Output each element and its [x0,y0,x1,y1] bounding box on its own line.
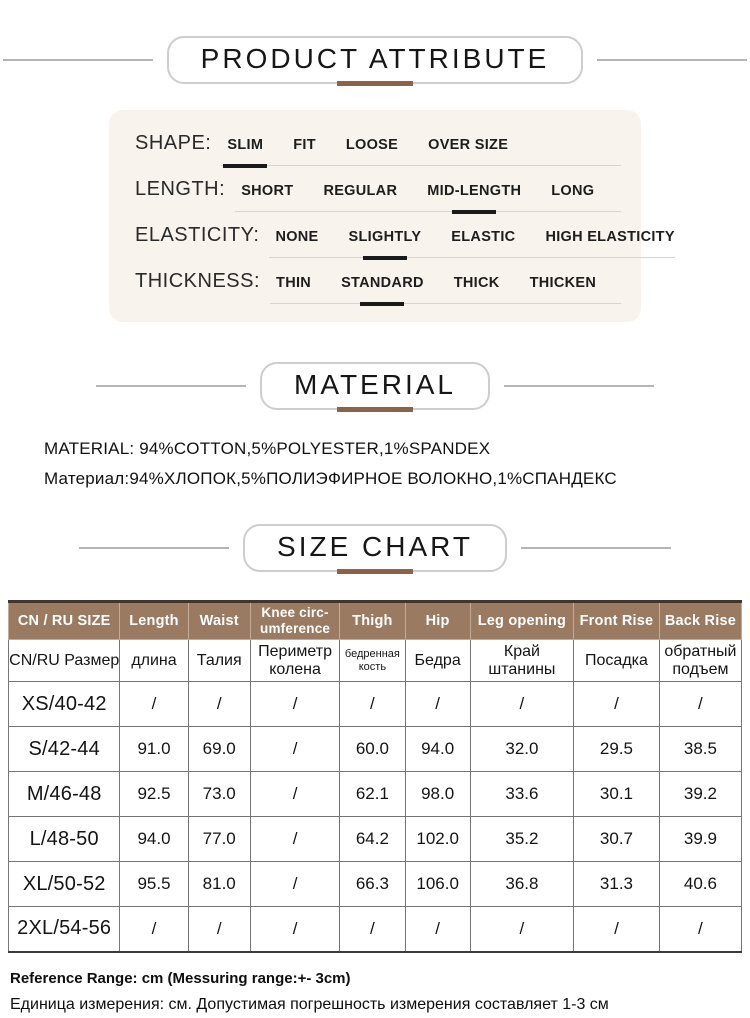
attribute-option: SHORT [241,183,294,199]
attribute-label: LENGTH: [135,178,226,200]
product-attribute-title-text: PRODUCT ATTRIBUTE [200,43,550,74]
material-text-block [0,434,750,494]
header-line: длина [131,651,177,669]
header-line: CN/RU Размер [9,651,120,669]
header-line: кость [358,660,387,673]
title-left-line [96,385,246,387]
header-line: Hip [425,612,450,629]
attribute-option: LONG [551,183,595,199]
header-line: Length [129,612,179,629]
attribute-option-selected: MID-LENGTH [427,183,522,199]
size-chart-header-row [9,640,742,682]
header-line: Периметр [258,642,332,660]
size-value-cell: / [405,907,470,952]
reference-notes [10,967,740,1018]
attribute-options [269,229,674,258]
size-value-cell: 102.0 [405,817,470,862]
size-value-cell: 91.0 [120,727,188,772]
size-value-cell: / [470,907,573,952]
size-value-cell: 33.6 [470,772,573,817]
attribute-option: NONE [275,229,319,245]
size-value-cell: 30.1 [574,772,660,817]
header-line: Leg opening [477,612,567,629]
title-right-line [597,59,747,61]
size-chart-header-cell [574,640,660,682]
size-chart-head [9,602,742,682]
attribute-option-selected: SLIGHTLY [348,229,422,245]
attribute-row [135,224,675,258]
title-left-line [3,59,153,61]
header-line: CN / RU SIZE [17,612,111,629]
size-value-cell: 95.5 [120,862,188,907]
size-chart-header-cell [120,640,188,682]
attribute-option-selected: STANDARD [341,275,424,291]
size-chart-title-text: SIZE CHART [277,531,473,562]
size-chart-row [9,862,742,907]
header-line: Бедра [414,651,461,669]
size-chart-header-cell [405,602,470,640]
size-value-cell: / [188,682,250,727]
size-label-cell: XS/40-42 [9,682,120,727]
size-value-cell: 66.3 [340,862,405,907]
title-underline-bar [337,407,413,412]
title-right-line [521,547,671,549]
header-line: Thigh [352,612,393,629]
size-chart-body [9,682,742,952]
attribute-rows [135,132,675,304]
attribute-option: THIN [276,275,312,291]
size-chart-header-cell [120,602,188,640]
size-chart-row [9,682,742,727]
size-value-cell: 98.0 [405,772,470,817]
size-value-cell: 31.3 [574,862,660,907]
size-label-cell: 2XL/54-56 [9,907,120,952]
size-chart-header-cell [188,602,250,640]
size-value-cell: 77.0 [188,817,250,862]
reference-note-en: Reference Range: cm (Messuring range:+- 3cm) [10,969,351,987]
size-value-cell: 73.0 [188,772,250,817]
material-line-ru: Материал:94%ХЛОПОК,5%ПОЛИЭФИРНОЕ ВОЛОКНО,1%СПАНДЕКС [44,469,617,488]
size-value-cell: / [659,907,741,952]
attribute-label: SHAPE: [135,132,212,154]
size-value-cell: 69.0 [188,727,250,772]
size-chart-row [9,907,742,952]
size-chart-row [9,817,742,862]
size-value-cell: / [250,862,339,907]
material-line-en: MATERIAL: 94%COTTON,5%POLYESTER,1%SPANDEX [44,439,491,458]
size-chart-row [9,772,742,817]
size-chart-header-cell [188,640,250,682]
title-left-line [79,547,229,549]
size-value-cell: / [120,682,188,727]
attribute-options [235,183,621,212]
title-underline-bar [337,81,413,86]
size-value-cell: 39.9 [659,817,741,862]
size-value-cell: / [340,682,405,727]
size-chart-header-cell [340,640,405,682]
reference-note-ru: Единица измерения: см. Допустимая погрешность измерения составляет 1-3 см [10,995,609,1013]
size-value-cell: / [405,682,470,727]
header-line: подъем [672,660,729,678]
size-value-cell: 81.0 [188,862,250,907]
attribute-option: FIT [293,137,316,153]
size-value-cell: / [470,682,573,727]
size-label-cell: XL/50-52 [9,862,120,907]
attribute-option: LOOSE [345,137,399,153]
header-line: Front Rise [579,612,654,629]
attribute-label: THICKNESS: [135,270,261,292]
attribute-row [135,132,621,166]
attribute-option: OVER SIZE [428,137,509,153]
size-value-cell: 39.2 [659,772,741,817]
size-chart-header-cell [9,602,120,640]
size-value-cell: 36.8 [470,862,573,907]
attribute-option: THICKEN [529,275,597,291]
size-label-cell: S/42-44 [9,727,120,772]
size-chart-header-cell [574,602,660,640]
size-value-cell: / [250,817,339,862]
size-chart-title [243,524,507,572]
size-value-cell: / [574,682,660,727]
size-chart-header-cell [9,640,120,682]
size-value-cell: / [574,907,660,952]
title-underline-bar [337,569,413,574]
header-line: Back Rise [664,612,736,629]
title-right-line [504,385,654,387]
header-line: umference [260,621,331,636]
size-chart-header-cell [340,602,405,640]
attribute-option: REGULAR [323,183,398,199]
size-chart-header-row [9,602,742,640]
size-value-cell: 94.0 [120,817,188,862]
size-value-cell: 62.1 [340,772,405,817]
product-attribute-title [167,36,584,84]
material-title-row [0,362,750,410]
size-value-cell: 64.2 [340,817,405,862]
size-chart-header-cell [470,602,573,640]
material-title-text: MATERIAL [294,369,456,400]
size-value-cell: / [250,772,339,817]
size-value-cell: 30.7 [574,817,660,862]
size-value-cell: / [188,907,250,952]
size-value-cell: / [250,907,339,952]
size-value-cell: / [659,682,741,727]
size-value-cell: 92.5 [120,772,188,817]
attribute-options [270,275,621,304]
size-chart-header-cell [659,602,741,640]
header-line: Knee circ- [261,605,329,621]
size-value-cell: 60.0 [340,727,405,772]
size-value-cell: / [250,727,339,772]
size-value-cell: / [340,907,405,952]
attribute-card [109,110,675,322]
header-line: штанины [488,660,556,678]
size-label-cell: L/48-50 [9,817,120,862]
size-value-cell: 32.0 [470,727,573,772]
size-chart-title-row [0,524,750,572]
header-line: бедренная [344,648,400,661]
material-title [260,362,490,410]
size-value-cell: 35.2 [470,817,573,862]
attribute-option: HIGH ELASTICITY [545,229,675,245]
header-line: Край [503,642,540,660]
attribute-option-selected: SLIM [227,137,264,153]
size-value-cell: 94.0 [405,727,470,772]
size-chart-header-cell [470,640,573,682]
size-chart-header-cell [405,640,470,682]
size-value-cell: 38.5 [659,727,741,772]
size-chart-header-cell [250,640,339,682]
size-value-cell: / [250,682,339,727]
size-value-cell: 29.5 [574,727,660,772]
header-line: колена [269,660,321,678]
header-line: Посадка [585,651,648,669]
size-chart-table [8,600,742,953]
size-value-cell: 40.6 [659,862,741,907]
header-line: Waist [199,612,239,629]
size-chart-row [9,727,742,772]
size-chart-header-cell [659,640,741,682]
attribute-option: THICK [453,275,500,291]
attribute-row [135,270,621,304]
size-value-cell: 106.0 [405,862,470,907]
product-attribute-title-row [0,36,750,84]
size-value-cell: / [120,907,188,952]
attribute-option: ELASTIC [451,229,516,245]
size-label-cell: M/46-48 [9,772,120,817]
attribute-row [135,178,621,212]
attribute-label: ELASTICITY: [135,224,260,246]
attribute-options [221,137,621,166]
header-line: обратный [664,642,737,660]
size-chart-header-cell [250,602,339,640]
header-line: Талия [196,651,242,669]
